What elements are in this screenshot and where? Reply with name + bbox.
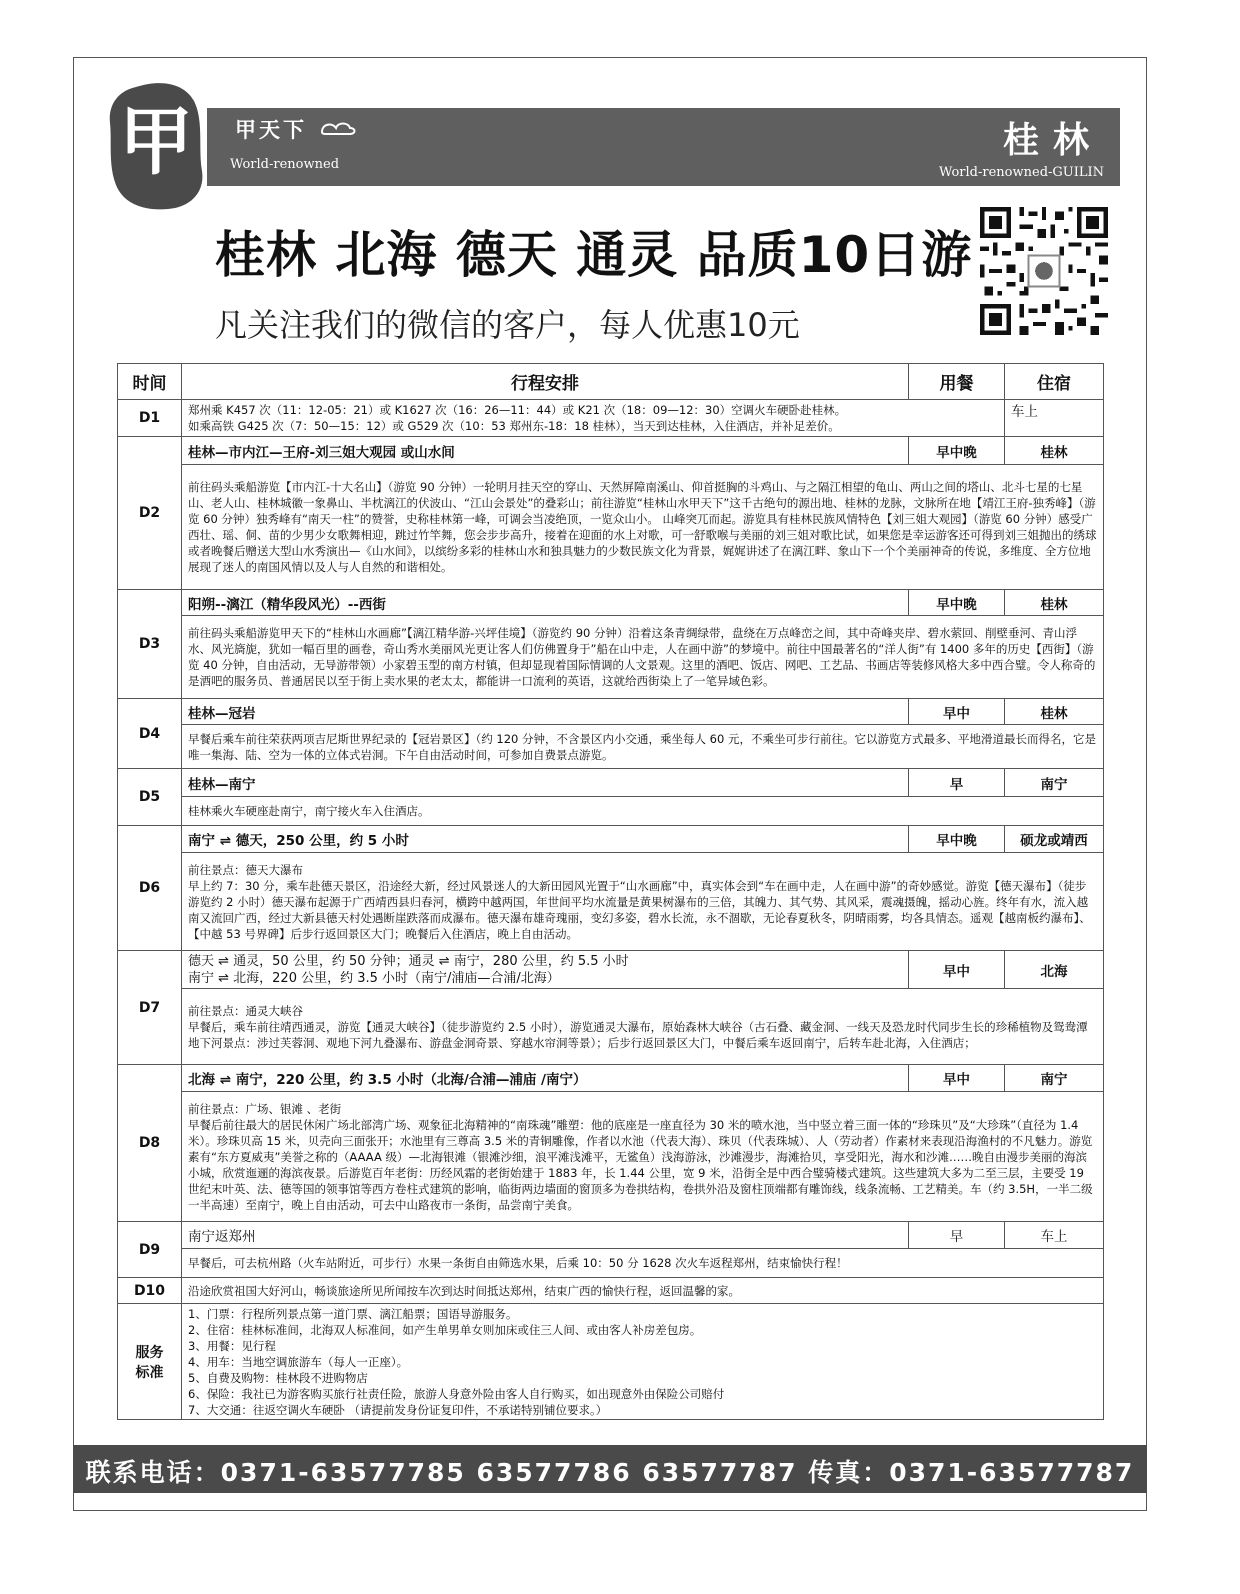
table-row-d6 [118,826,1104,853]
service-item: 1、门票：行程所列景点第一道门票、漓江船票；国语导游服务。 [188,1306,518,1321]
service-item: 3、用餐：见行程 [188,1338,276,1353]
page-title: 桂林 北海 德天 通灵 品质10日游 [215,226,973,284]
table-row-d3 [118,590,1104,616]
stay-cell: 车上 [1005,1222,1104,1249]
service-item: 6、保险：我社已为游客购买旅行社责任险，旅游人身意外险由客人自行购买，如出现意外由保险公司赔付 [188,1386,725,1401]
table-row-d7 [118,951,1104,989]
table-row-d8 [118,1065,1104,1092]
meal-cell: 早 [909,769,1005,797]
day-title: 桂林—南宁 [182,769,909,797]
route-line: 德天 ⇌ 通灵，50 公里，约 50 分钟；通灵 ⇌ 南宁，280 公里，约 5.5 小时 [188,953,629,969]
day-title: 桂林—市内江—王府-刘三姐大观园 或山水间 [182,437,909,465]
table-row-d1 [118,400,1104,437]
service-label-line: 标准 [135,1364,164,1381]
service-item: 7、大交通：往返空调火车硬卧 （请提前发身份证复印件，不承诺特别铺位要求。） [188,1402,608,1417]
service-label [118,1304,182,1420]
brand-tagline: World-renowned [230,157,340,172]
service-item: 4、用车：当地空调旅游车（每人一正座）。 [188,1354,409,1369]
table-row-d7-desc [118,989,1104,1065]
table-row-d10 [118,1278,1104,1304]
table-row-service [118,1304,1104,1420]
stay-cell: 南宁 [1005,1065,1104,1092]
table-row-d9 [118,1222,1104,1249]
day-title: 北海 ⇌ 南宁，220 公里，约 3.5 小时（北海/合浦—浦庙 /南宁） [182,1065,909,1092]
meal-cell: 早中 [909,699,1005,725]
desc-subtitle: 前往景点：德天大瀑布 [188,862,303,877]
header-meal: 用餐 [909,364,1005,400]
day-desc [182,400,1005,437]
desc-line: 郑州乘 K457 次（11：12-05：21）或 K1627 次（16：26—11：44）或 K21 次（18：09—12：30）空调火车硬卧赴桂林。 [188,403,847,417]
table-row-d8-desc [118,1092,1104,1222]
header-stay: 住宿 [1005,364,1104,400]
day-title: 桂林—冠岩 [182,699,909,725]
itinerary-table [117,363,1104,1420]
service-list [182,1304,1104,1420]
route-line: 南宁 ⇌ 北海，220 公里，约 3.5 小时（南宁/浦庙—合浦/北海） [188,970,560,986]
stay-cell: 桂林 [1005,699,1104,725]
table-row-d6-desc [118,853,1104,951]
day-title: 南宁 ⇌ 德天，250 公里，约 5 小时 [182,826,909,853]
day-label: D5 [118,769,182,826]
header-plan: 行程安排 [182,364,909,400]
table-header-row [118,364,1104,400]
service-label-line: 服务 [135,1344,164,1361]
day-label: D7 [118,951,182,1065]
day-label: D1 [118,400,182,437]
day-title [182,951,909,989]
desc-body: 早餐后，乘车前往靖西通灵，游览【通灵大峡谷】（徒步游览约 2.5 小时），游览通灵大瀑布，原始森林大峡谷（古石叠、藏金洞、一线天及恐龙时代同步生长的珍稀植物及鸳鸯潭地下河景点：涉过芙蓉洞、观地下河九叠瀑布、游盘金洞奇景、穿越水帘洞等景）；后步行返回景区大门，中餐后乘车返回南宁，后转车赴北海，入住酒店； [188,1019,1088,1050]
cloud-ornament-icon [318,118,358,138]
day-title: 阳朔--漓江（精华段风光）--西街 [182,590,909,616]
header-time: 时间 [118,364,182,400]
desc-body: 早上约 7：30 分，乘车赴德天景区，沿途经大新，经过风景迷人的大新田园风光置于“山水画廊”中，真实体会到“车在画中走，人在画中游”的奇妙感觉。游览【德天瀑布】（徒步游览约 2 小时）德天瀑布起源于广西靖西县归春河，横跨中越两国，年世间平均水流量是黄果树瀑布的三倍，其魄力、其气势、其风采，震魂摄魄，摇动心旌。终年有水，流入越南又流回广西，经过大新县德天村处遇断崖跌落而成瀑布。德天瀑布雄奇瑰丽，变幻多姿，碧水长流，永不涸歇，无论春夏秋冬，阴晴雨雾，均各具情态。遥观【越南板约瀑布】、【中越 53 号界碑】后步行返回景区大门；晚餐后入住酒店，晚上自由活动。 [188,878,1091,941]
table-row-d9-desc [118,1249,1104,1278]
meal-cell: 早中 [909,951,1005,989]
day-desc: 沿途欣赏祖国大好河山，畅谈旅途所见所闻按车次到达时间抵达郑州，结束广西的愉快行程，返回温馨的家。 [182,1278,1104,1304]
day-desc [182,1092,1104,1222]
meal-cell: 早中晚 [909,437,1005,465]
meal-cell: 早中晚 [909,590,1005,616]
day-desc: 前往码头乘船游览甲天下的“桂林山水画廊”【漓江精华游-兴坪佳境】（游览约 90 分钟）沿着这条青绸绿带，盘绕在万点峰峦之间，其中奇峰夹岸、碧水萦回、削壁垂河、青山浮水、风光旖旎，犹如一幅百里的画卷，奇山秀水美丽风光更让客人们仿佛置身于”船在山中走，人在画中游”的梦境中。前往中国最著名的“洋人街”有 1400 多年的历史【西街】（游览 40 分钟，自由活动，无导游带领）小家碧玉型的南方村镇，但却显现着国际情调的人文景观。这里的酒吧、饭店、网吧、工艺品、书画店等装修风格大多中西合璧。令人称奇的是酒吧的服务员、普通居民以至于街上卖水果的老太太，都能讲一口流利的英语，这就给西街染上了一笔异域色彩。 [182,616,1104,699]
table-row-d3-desc [118,616,1104,699]
desc-line: 如乘高铁 G425 次（7：50—15：12）或 G529 次（10：53 郑州东-18：18 桂林），当天到达桂林，入住酒店，并补足差价。 [188,419,840,433]
meal-cell: 早中 [909,1065,1005,1092]
day-desc [182,853,1104,951]
day-label: D9 [118,1222,182,1278]
day-desc: 早餐后，可去杭州路（火车站附近，可步行）水果一条街自由筛选水果，后乘 10：50 分 1628 次火车返程郑州，结束愉快行程！ [182,1249,1104,1278]
day-title: 南宁返郑州 [182,1222,909,1249]
desc-subtitle: 前往景点：通灵大峡谷 [188,1003,303,1018]
brand-name: 甲天下 [235,118,307,142]
table-row-d4 [118,699,1104,725]
stay-cell: 桂林 [1005,437,1104,465]
contact-phone: 联系电话：0371-63577785 63577786 63577787 传真：0371-63577787 [85,1458,1135,1487]
day-desc: 桂林乘火车硬座赴南宁，南宁接火车入住酒店。 [182,797,1104,826]
stay-cell: 硕龙或靖西 [1005,826,1104,853]
desc-body: 早餐后前往最大的居民休闲广场北部湾广场、观象征北海精神的“南珠魂”雕塑：他的底座是一座直径为 30 米的喷水池，当中竖立着三面一体的“珍珠贝”及“大珍珠”（直径为 1.4 米）。珍珠贝高 15 米，贝壳向三面张开；水池里有三尊高 3.5 米的青铜雕像，作者以水池（代表大海）、珠贝（代表珠城）、人（劳动者）作素材来表现沿海渔村的不凡魅力。游览素有“东方夏威夷”美誉之称的（AAAA 级）—北海银滩（银滩沙细，浪平滩浅滩平，无鲨鱼）浅海游泳，沙滩漫步，海滩拾贝，享受阳光，海水和沙滩……晚自由漫步美丽的海滨小城，欣赏迤逦的海滨夜景。后游览百年老街：历经风霜的老街始建于 1883 年，长 1.44 公里，宽 9 米，沿街全是中西合璧骑楼式建筑。这些建筑大多为二至三层，主要受 19 世纪末叶英、法、德等国的领事馆等西方卷柱式建筑的影响，临街两边墙面的窗顶多为卷拱结构，卷拱外沿及窗柱顶端都有雕饰线，线条流畅、工艺精美。车（约 3.5H，一半二级一半高速）至南宁，晚上自由活动，可去中山路夜市一条街，品尝南宁美食。 [188,1117,1093,1212]
day-label: D4 [118,699,182,769]
day-label: D2 [118,437,182,590]
stay-cell: 南宁 [1005,769,1104,797]
service-item: 5、自费及购物：桂林段不进购物店 [188,1370,368,1385]
qr-code-icon [980,207,1108,335]
stay-cell: 车上 [1005,400,1104,437]
contact-bar [73,1445,1147,1493]
table-row-d5 [118,769,1104,797]
table-row-d4-desc [118,725,1104,769]
day-desc: 前往码头乘船游览【市内江-十大名山】（游览 90 分钟）一轮明月挂天空的穿山、天然屏障南溪山、仰首挺胸的斗鸡山、与之隔江相望的龟山、两山之间的塔山、北斗七星的七星山、老人山、桂林城徽一象鼻山、半枕漓江的伏波山、“江山会景处”的叠彩山；前往游览“桂林山水甲天下”这千古绝句的源出地、桂林的龙脉，文脉所在地【靖江王府-独秀峰】（游览 60 分钟）独秀峰有“南天一柱”的赞誉，史称桂林第一峰，可调会当凌绝顶，一览众山小。 山峰突兀而起。游览具有桂林民族风情特色【刘三姐大观园】（游览 60 分钟）感受广西壮、瑶、侗、苗的少男少女歌舞相迎，跳过竹竿舞，您会步步高升，接着在迎面的水上对歌，可一舒歌喉与美丽的刘三姐对歌比试，如果您是幸运游客还可得到刘三姐抛出的绣球或者晚餐后赠送大型山水秀演出—《山水间》，以缤纷多彩的桂林山水和独具魅力的少数民族文化为背景，娓娓讲述了在漓江畔、象山下一个个美丽神奇的传说，多维度、全方位地展现了迷人的南国风情以及人与人自然的和谐相处。 [182,465,1104,590]
table-row-d2-desc [118,465,1104,590]
service-item: 2、住宿：桂林标准间，北海双人标准间，如产生单男单女则加床或住三人间、或由客人补房差包房。 [188,1322,702,1337]
city-tagline: World-renowned-GUILIN [939,165,1105,180]
logo-char: 甲 [119,99,193,185]
promo-subtitle: 凡关注我们的微信的客户，每人优惠10元 [215,306,800,344]
city-name: 桂林 [1003,119,1104,161]
day-label: D8 [118,1065,182,1222]
day-desc: 早餐后乘车前往荣获两项吉尼斯世界纪录的【冠岩景区】（约 120 分钟，不含景区内小交通，乘坐每人 60 元，不乘坐可步行前往。它以游览方式最多、平地滑道最长而得名，它是唯一集海、陆、空为一体的立体式岩洞。下午自由活动时间，可参加自费景点游览。 [182,725,1104,769]
day-label: D6 [118,826,182,951]
day-desc [182,989,1104,1065]
meal-cell: 早 [909,1222,1005,1249]
meal-cell: 早中晚 [909,826,1005,853]
day-label: D3 [118,590,182,699]
day-label: D10 [118,1278,182,1304]
table-row-d5-desc [118,797,1104,826]
logo-stone-icon [106,79,206,211]
table-row-d2 [118,437,1104,465]
stay-cell: 北海 [1005,951,1104,989]
desc-subtitle: 前往景点：广场、银滩 、老街 [188,1101,342,1116]
stay-cell: 桂林 [1005,590,1104,616]
